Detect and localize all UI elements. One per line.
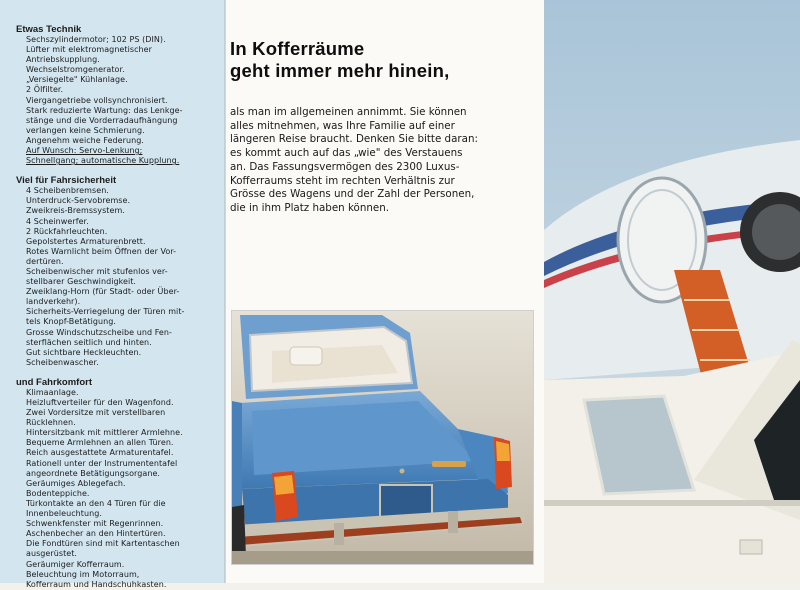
list-item: Beleuchtung im Motorraum, Kofferraum und Handschuhkasten. (26, 569, 167, 589)
list-item: Viergangetriebe vollsynchronisiert. (26, 95, 168, 105)
list-item: Sicherheits-Verriegelung der Türen mit- tels Knopf-Betätigung. (26, 307, 185, 327)
list-item: Rationell unter der Instrumententafel angeordnete Betätigungsorgane. (26, 458, 178, 478)
list-item: 2 Rückfahrleuchten. (26, 226, 108, 236)
list-item: Rotes Warnlicht beim Öffnen der Vor- dertüren. (26, 246, 177, 266)
list-technik (26, 35, 218, 166)
airport-photo (544, 0, 800, 583)
features-column (0, 0, 226, 589)
section-title-sicherheit: Viel für Fahrsicherheit (16, 175, 117, 187)
aircraft-and-car-illustration (544, 0, 800, 583)
list-item: Gut sichtbare Heckleuchten. (26, 347, 142, 357)
list-item: Bodenteppiche. (26, 488, 90, 498)
list-item: Stark reduzierte Wartung: das Lenkge- stänge und die Vorderradaufhängung verlangen keine Schmierung. (26, 105, 183, 135)
list-item: Grosse Windschutzscheibe und Fen- sterflächen seitlich und hinten. (26, 327, 172, 347)
list-item: Heizluftverteiler für den Wagenfond. (26, 398, 174, 407)
list-item: 4 Scheibenbremsen. (26, 186, 109, 196)
list-item: Geräumiger Kofferraum. (26, 559, 125, 569)
car-rear-illustration (232, 311, 533, 564)
car-rear-photo (231, 310, 534, 565)
list-item: Geräumiges Ablegefach. (26, 478, 126, 488)
list-item: Aschenbecher an den Hintertüren. (26, 529, 166, 539)
list-item: 4 Scheinwerfer. (26, 216, 89, 226)
list-sicherheit (26, 186, 218, 368)
list-item: Reich ausgestattete Armaturentafel. (26, 448, 174, 458)
list-item: Türkontakte an den 4 Türen für die Innenbeleuchtung. (26, 498, 166, 519)
section-title-technik: Etwas Technik (16, 24, 82, 35)
list-item: Angenehm weiche Federung. (26, 135, 144, 145)
list-item: Gepolstertes Armaturenbrett. (26, 236, 146, 246)
list-item: Scheibenwascher. (26, 357, 99, 367)
list-item: Schwenkfenster mit Regenrinnen. (26, 519, 164, 529)
list-item: Bequeme Armlehnen an allen Türen. (26, 438, 174, 448)
list-komfort (26, 388, 218, 590)
list-item: Sechszylindermotor; 102 PS (DIN). (26, 35, 166, 44)
list-item: Klimaanlage. (26, 387, 79, 397)
list-item: Zweiklang-Horn (für Stadt- oder Über- landverkehr). (26, 287, 180, 307)
list-item: Zweikreis-Bremssystem. (26, 206, 125, 216)
list-item: Unterdruck-Servobremse. (26, 196, 131, 206)
list-item: Lüfter mit elektromagnetischer Antriebskupplung. (26, 45, 152, 65)
headline: In Kofferräume geht immer mehr hinein, (230, 38, 450, 81)
list-item: Die Fondtüren sind mit Kartentaschen ausgerüstet. (26, 539, 180, 559)
list-item: „Versiegelte" Kühlanlage. (26, 75, 128, 85)
list-item: Hintersitzbank mit mittlerer Armlehne. (26, 428, 183, 438)
body-paragraph: als man im allgemeinen annimmt. Sie können alles mitnehmen, was Ihre Familie auf einer längeren Reise braucht. Denken Sie bitte daran: es kommt auch auf das „wie" des Verstauens an. Das Fassungsvermögen des 2300 Luxus- Kofferraums steht im rechten Verhältnis zur Grösse des Wagens und der Zahl der Personen, die in ihm Platz haben können. (230, 106, 478, 214)
list-item-optional: Auf Wunsch: Servo-Lenkung; Schnellgang; automatische Kupplung. (26, 146, 180, 166)
section-title-komfort: und Fahrkomfort (16, 376, 92, 388)
list-item: Scheibenwischer mit stufenlos ver- stellbarer Geschwindigkeit. (26, 266, 168, 287)
list-item: 2 Ölfilter. (26, 85, 64, 95)
list-item: Zwei Vordersitze mit verstellbaren Rücklehnen. (26, 408, 166, 428)
list-item: Wechselstromgenerator. (26, 65, 125, 75)
